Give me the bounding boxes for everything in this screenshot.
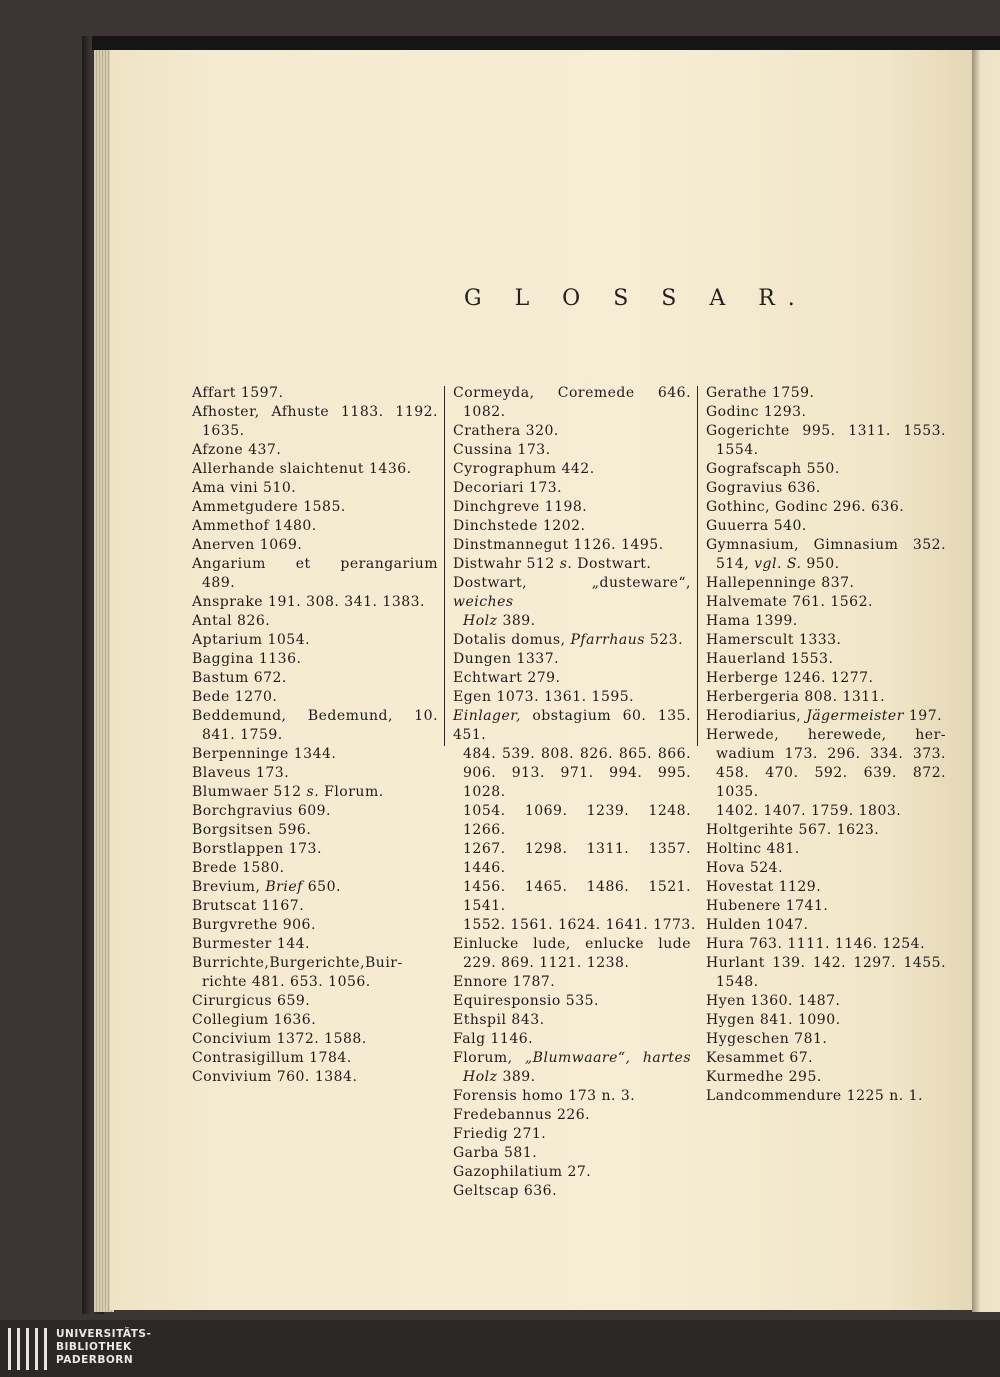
- glossary-entry: [706, 935, 946, 954]
- glossary-entry: [192, 384, 438, 403]
- glossary-entry: [453, 707, 696, 935]
- glossary-entry: [192, 954, 438, 992]
- glossary-entry-line: 841. 1759.: [202, 727, 283, 743]
- glossary-entry-line: Distwahr 512 s. Dostwart.: [453, 556, 652, 572]
- glossary-entry: [453, 1011, 691, 1030]
- glossary-entry: [453, 1125, 691, 1144]
- glossary-entry: [453, 460, 691, 479]
- glossary-entry: [706, 992, 946, 1011]
- glossary-entry-line: 458. 470. 592. 639. 872. 1035.: [716, 765, 947, 800]
- glossary-entry-line: Dungen 1337.: [453, 651, 560, 667]
- glossary-entry: [192, 1049, 438, 1068]
- library-name: [56, 1328, 151, 1367]
- glossary-entry-line: Hamerscult 1333.: [706, 632, 842, 648]
- glossary-entry-line: Cormeyda, Coremede 646.: [453, 385, 692, 401]
- glossary-entry: [192, 916, 438, 935]
- glossary-entry-line: 1552. 1561. 1624. 1641. 1773.: [463, 917, 696, 933]
- glossary-entry-line: 1554.: [716, 442, 759, 458]
- glossary-entry: [453, 1144, 691, 1163]
- glossary-entry-line: Bede 1270.: [192, 689, 278, 705]
- glossary-entry-line: Garba 581.: [453, 1145, 538, 1161]
- glossary-entry-line: Burmester 144.: [192, 936, 310, 952]
- glossary-entry: [192, 1011, 438, 1030]
- glossary-entry: [192, 935, 438, 954]
- glossary-entry-line: Brevium, Brief 650.: [192, 879, 341, 895]
- glossary-entry: [192, 1030, 438, 1049]
- glossary-entry: [192, 897, 438, 916]
- glossary-entry: [192, 1068, 438, 1087]
- glossary-entry-line: Hova 524.: [706, 860, 784, 876]
- glossary-entry: [192, 612, 438, 631]
- glossary-entry-line: Gothinc, Godinc 296. 636.: [706, 499, 905, 515]
- glossary-entry: [706, 498, 946, 517]
- glossary-entry: [706, 878, 946, 897]
- glossary-entry-line: Hygen 841. 1090.: [706, 1012, 841, 1028]
- glossary-entry-line: Holtinc 481.: [706, 841, 800, 857]
- glossary-entry-line: 1548.: [716, 974, 759, 990]
- glossary-entry-line: Florum, „Blumwaare“, hartes: [453, 1050, 692, 1066]
- glossary-entry-line: Einlucke lude, enlucke lude: [453, 936, 692, 952]
- glossary-entry: [192, 517, 438, 536]
- glossary-entry-line: Dotalis domus, Pfarrhaus 523.: [453, 632, 684, 648]
- library-logo-icon: [8, 1328, 52, 1370]
- glossary-entry: [453, 1106, 691, 1125]
- glossary-entry: [706, 669, 946, 688]
- glossary-entry-line: Crathera 320.: [453, 423, 559, 439]
- glossary-entry-line: Brutscat 1167.: [192, 898, 305, 914]
- glossary-entry: [706, 707, 946, 726]
- glossary-entry: [706, 612, 946, 631]
- glossary-entry: [453, 1030, 691, 1049]
- glossary-column-3: [706, 384, 946, 1106]
- glossary-entry: [706, 954, 946, 992]
- glossary-entry: [192, 840, 438, 859]
- glossary-entry-line: Gogerichte 995. 1311. 1553.: [706, 423, 946, 439]
- glossary-entry: [453, 1182, 691, 1201]
- glossary-entry-line: Collegium 1636.: [192, 1012, 317, 1028]
- glossary-entry-line: 1082.: [463, 404, 506, 420]
- glossary-entry: [453, 574, 691, 631]
- glossary-entry-line: Hura 763. 1111. 1146. 1254.: [706, 936, 926, 952]
- library-name-line: UNIVERSITÄTS-: [56, 1328, 152, 1340]
- glossary-entry: [706, 840, 946, 859]
- glossary-entry-line: Gazophilatium 27.: [453, 1164, 592, 1180]
- glossary-entry: [192, 536, 438, 555]
- glossary-entry-line: Blumwaer 512 s. Florum.: [192, 784, 384, 800]
- glossary-entry-line: 906. 913. 971. 994. 995. 1028.: [463, 765, 692, 800]
- glossary-entry: [706, 688, 946, 707]
- glossary-entry-line: Burgvrethe 906.: [192, 917, 316, 933]
- glossary-entry: [192, 403, 438, 441]
- book-page: [110, 50, 972, 1310]
- glossary-entry-line: 489.: [202, 575, 236, 591]
- glossary-entry: [192, 859, 438, 878]
- library-name-line: PADERBORN: [56, 1354, 134, 1366]
- glossary-entry: [706, 726, 946, 821]
- glossary-entry-line: Hubenere 1741.: [706, 898, 829, 914]
- glossary-entry: [706, 1011, 946, 1030]
- glossary-entry: [453, 669, 691, 688]
- glossary-entry: [706, 916, 946, 935]
- glossary-entry-line: Contrasigillum 1784.: [192, 1050, 352, 1066]
- glossary-entry-line: Affart 1597.: [192, 385, 284, 401]
- glossary-entry: [453, 1163, 691, 1182]
- glossary-entry-line: Gogravius 636.: [706, 480, 821, 496]
- glossary-entry-line: Aptarium 1054.: [192, 632, 311, 648]
- glossary-entry-line: Gymnasium, Gimnasium 352.: [706, 537, 947, 553]
- glossary-entry: [192, 783, 438, 802]
- glossary-entry: [453, 555, 691, 574]
- glossary-entry: [453, 441, 691, 460]
- library-name-line: BIBLIOTHEK: [56, 1341, 132, 1353]
- glossary-entry-line: Bastum 672.: [192, 670, 287, 686]
- glossary-entry-line: 229. 869. 1121. 1238.: [463, 955, 630, 971]
- glossary-entry-line: Herbergeria 808. 1311.: [706, 689, 886, 705]
- glossary-entry: [453, 422, 691, 441]
- glossary-entry: [453, 384, 691, 422]
- glossary-entry-line: Cirurgicus 659.: [192, 993, 311, 1009]
- glossary-entry-line: Hurlant 139. 142. 1297. 1455.: [706, 955, 947, 971]
- facing-page-edge: [972, 50, 1000, 1312]
- glossary-entry: [192, 441, 438, 460]
- glossary-entry-line: Concivium 1372. 1588.: [192, 1031, 367, 1047]
- glossary-entry: [192, 498, 438, 517]
- glossary-entry-line: Kesammet 67.: [706, 1050, 814, 1066]
- glossary-entry-line: Borchgravius 609.: [192, 803, 331, 819]
- glossary-entry-line: Kurmedhe 295.: [706, 1069, 822, 1085]
- glossary-entry: [192, 992, 438, 1011]
- glossary-entry-line: Hama 1399.: [706, 613, 798, 629]
- glossary-column-1: [192, 384, 438, 1087]
- glossary-entry: [453, 992, 691, 1011]
- glossary-entry: [453, 517, 691, 536]
- glossary-entry-line: Borstlappen 173.: [192, 841, 322, 857]
- glossary-entry: [706, 479, 946, 498]
- glossary-entry: [706, 403, 946, 422]
- glossary-entry-line: Holtgerihte 567. 1623.: [706, 822, 880, 838]
- glossary-entry-line: Dostwart, „dusteware“, weiches: [453, 575, 691, 610]
- glossary-entry-line: Beddemund, Bedemund, 10.: [192, 708, 439, 724]
- column-divider: [444, 386, 445, 746]
- glossary-entry-line: Ethspil 843.: [453, 1012, 545, 1028]
- glossary-entry: [192, 878, 438, 897]
- glossary-entry-line: Hygeschen 781.: [706, 1031, 828, 1047]
- glossary-entry-line: Dinchstede 1202.: [453, 518, 586, 534]
- glossary-entry-line: Antal 826.: [192, 613, 271, 629]
- glossary-entry-line: Hyen 1360. 1487.: [706, 993, 841, 1009]
- glossary-entry-line: Afhoster, Afhuste 1183. 1192.: [192, 404, 439, 420]
- glossary-entry: [192, 707, 438, 745]
- glossary-entry: [706, 1068, 946, 1087]
- glossary-entry: [706, 1087, 946, 1106]
- glossary-entry: [453, 650, 691, 669]
- glossary-entry: [706, 536, 946, 574]
- glossary-entry: [453, 935, 691, 973]
- glossary-entry-line: Ammetgudere 1585.: [192, 499, 346, 515]
- glossary-entry-line: Convivium 760. 1384.: [192, 1069, 358, 1085]
- glossary-entry: [192, 821, 438, 840]
- glossary-entry: [706, 517, 946, 536]
- glossary-entry-line: Anerven 1069.: [192, 537, 303, 553]
- glossary-entry: [453, 688, 691, 707]
- glossary-entry-line: 484. 539. 808. 826. 865. 866.: [463, 746, 692, 762]
- glossary-entry-line: wadium 173. 296. 334. 373.: [716, 746, 946, 762]
- glossary-entry-line: 1402. 1407. 1759. 1803.: [716, 803, 902, 819]
- glossary-entry-line: Dinstmannegut 1126. 1495.: [453, 537, 664, 553]
- glossary-entry-line: 1267. 1298. 1311. 1357. 1446.: [463, 841, 692, 876]
- glossary-entry-line: Dinchgreve 1198.: [453, 499, 588, 515]
- glossary-entry: [192, 688, 438, 707]
- page-title: G L O S S A R.: [464, 286, 808, 311]
- glossary-entry-line: Egen 1073. 1361. 1595.: [453, 689, 635, 705]
- glossary-entry-line: Herwede, herewede, her-: [706, 727, 947, 743]
- glossary-entry-line: Cussina 173.: [453, 442, 551, 458]
- glossary-entry-line: 1635.: [202, 423, 245, 439]
- glossary-entry-line: 514, vgl. S. 950.: [716, 556, 840, 572]
- glossary-entry-line: Decoriari 173.: [453, 480, 563, 496]
- glossary-entry: [706, 897, 946, 916]
- glossary-entry-line: Berpenninge 1344.: [192, 746, 337, 762]
- glossary-entry-line: Landcommendure 1225 n. 1.: [706, 1088, 924, 1104]
- glossary-entry-line: Equiresponsio 535.: [453, 993, 599, 1009]
- glossary-entry: [706, 574, 946, 593]
- glossary-entry: [192, 764, 438, 783]
- glossary-entry: [706, 384, 946, 403]
- glossary-entry: [706, 422, 946, 460]
- glossary-entry-line: Herberge 1246. 1277.: [706, 670, 874, 686]
- glossary-entry: [706, 650, 946, 669]
- column-divider: [697, 386, 698, 746]
- glossary-entry-line: 1054. 1069. 1239. 1248. 1266.: [463, 803, 692, 838]
- glossary-entry: [192, 555, 438, 593]
- glossary-entry-line: Ennore 1787.: [453, 974, 556, 990]
- glossary-entry-line: Blaveus 173.: [192, 765, 290, 781]
- glossary-entry: [453, 631, 691, 650]
- glossary-entry-line: Afzone 437.: [192, 442, 282, 458]
- glossary-entry: [453, 973, 691, 992]
- glossary-entry-line: Hovestat 1129.: [706, 879, 822, 895]
- glossary-entry-line: Halvemate 761. 1562.: [706, 594, 873, 610]
- glossary-entry-line: Hauerland 1553.: [706, 651, 834, 667]
- glossary-entry-line: Ammethof 1480.: [192, 518, 317, 534]
- glossary-entry: [453, 498, 691, 517]
- glossary-entry: [706, 821, 946, 840]
- book-cover-edge: [92, 36, 1000, 50]
- glossary-entry-line: 1456. 1465. 1486. 1521. 1541.: [463, 879, 692, 914]
- glossary-entry: [192, 631, 438, 650]
- glossary-entry-line: Borgsitsen 596.: [192, 822, 312, 838]
- glossary-entry-line: Brede 1580.: [192, 860, 285, 876]
- glossary-entry: [192, 460, 438, 479]
- glossary-entry-line: Fredebannus 226.: [453, 1107, 591, 1123]
- glossary-entry: [192, 650, 438, 669]
- glossary-entry: [706, 1030, 946, 1049]
- glossary-entry: [192, 745, 438, 764]
- glossary-entry: [706, 1049, 946, 1068]
- glossary-entry-line: Allerhande slaichtenut 1436.: [192, 461, 412, 477]
- glossary-entry: [453, 1087, 691, 1106]
- glossary-entry-line: Gografscaph 550.: [706, 461, 840, 477]
- glossary-entry-line: Hallepenninge 837.: [706, 575, 855, 591]
- glossary-entry-line: Falg 1146.: [453, 1031, 534, 1047]
- glossary-entry: [453, 536, 691, 555]
- glossary-entry: [706, 593, 946, 612]
- glossary-entry-line: Holz 389.: [463, 1069, 536, 1085]
- glossary-entry-line: Einlager, obstagium 60. 135. 451.: [453, 708, 692, 743]
- glossary-column-2: [453, 384, 696, 1201]
- glossary-entry: [453, 1049, 691, 1087]
- glossary-entry: [192, 479, 438, 498]
- glossary-entry: [706, 631, 946, 650]
- glossary-entry-line: Herodiarius, Jägermeister 197.: [706, 708, 943, 724]
- glossary-entry-line: Angarium et perangarium: [192, 556, 438, 572]
- glossary-entry-line: Friedig 271.: [453, 1126, 547, 1142]
- glossary-entry: [706, 460, 946, 479]
- glossary-entry-line: Geltscap 636.: [453, 1183, 558, 1199]
- glossary-entry: [706, 859, 946, 878]
- glossary-entry-line: Godinc 1293.: [706, 404, 807, 420]
- glossary-entry-line: Forensis homo 173 n. 3.: [453, 1088, 636, 1104]
- glossary-entry-line: Ansprake 191. 308. 341. 1383.: [192, 594, 426, 610]
- glossary-entry: [192, 593, 438, 612]
- glossary-entry-line: richte 481. 653. 1056.: [202, 974, 371, 990]
- glossary-entry: [453, 479, 691, 498]
- glossary-entry-line: Gerathe 1759.: [706, 385, 815, 401]
- glossary-entry-line: Ama vini 510.: [192, 480, 297, 496]
- glossary-entry-line: Baggina 1136.: [192, 651, 302, 667]
- glossary-entry-line: Burrichte,Burgerichte,Buir-: [192, 955, 403, 971]
- glossary-entry: [192, 669, 438, 688]
- glossary-entry-line: Echtwart 279.: [453, 670, 561, 686]
- glossary-entry-line: Guuerra 540.: [706, 518, 807, 534]
- glossary-entry-line: Cyrographum 442.: [453, 461, 595, 477]
- glossary-entry-line: Holz 389.: [463, 613, 536, 629]
- glossary-entry: [192, 802, 438, 821]
- glossary-entry-line: Hulden 1047.: [706, 917, 809, 933]
